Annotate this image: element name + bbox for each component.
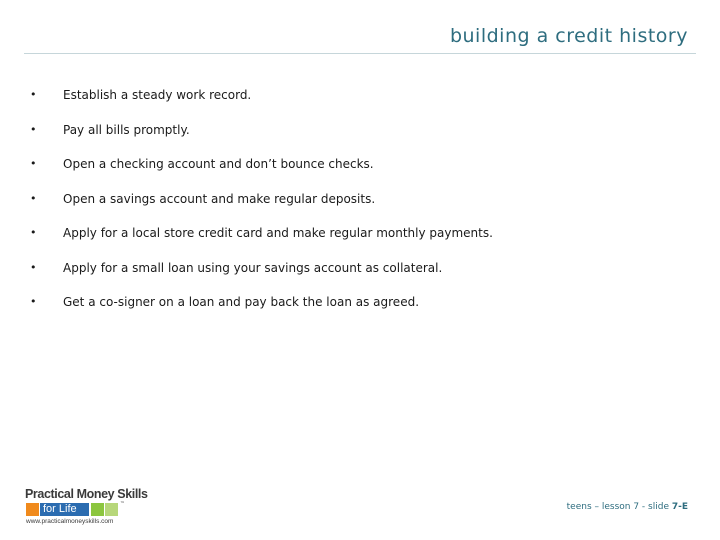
logo-url: www.practicalmoneyskills.com: [26, 518, 114, 525]
logo-for-life-label: for Life: [40, 503, 89, 516]
list-item: [30, 121, 493, 156]
bullet-icon: •: [30, 122, 37, 136]
footer-label: teens – lesson 7 - slide: [566, 502, 672, 512]
bullet-text: Apply for a small loan using your savings account as collateral.: [63, 260, 443, 275]
bullet-text: Apply for a local store credit card and make regular monthly payments.: [63, 226, 493, 240]
list-item: [30, 259, 493, 294]
bullet-text: Open a checking account and don’t bounce checks.: [63, 157, 374, 171]
footer-slide-number: 7-E: [671, 502, 688, 512]
bullet-text: Open a savings account and make regular deposits.: [63, 191, 376, 206]
bullet-icon: •: [30, 88, 37, 101]
bullet-text: Establish a steady work record.: [63, 88, 252, 102]
title-divider: [24, 53, 696, 54]
logo-lime-square-icon: [105, 503, 118, 516]
list-item: [30, 86, 493, 121]
list-item: [30, 293, 493, 328]
bullet-icon: •: [30, 157, 37, 170]
footer-slide-info: [567, 502, 688, 512]
practical-money-skills-logo: [24, 486, 164, 528]
list-item: [30, 224, 493, 259]
bullet-icon: •: [30, 191, 37, 205]
bullet-list: [30, 86, 493, 328]
slide-title: building a credit history: [449, 25, 688, 47]
list-item: [30, 190, 493, 225]
bullet-text: Pay all bills promptly.: [63, 122, 190, 137]
bullet-icon: •: [30, 226, 37, 239]
logo-green-square-icon: [91, 503, 104, 516]
logo-title: Practical Money Skills: [25, 487, 148, 501]
bullet-icon: •: [30, 260, 37, 274]
list-item: [30, 155, 493, 190]
logo-trademark: ™: [120, 501, 125, 507]
bullet-icon: •: [30, 295, 37, 308]
logo-orange-square-icon: [26, 503, 39, 516]
bullet-text: Get a co-signer on a loan and pay back the loan as agreed.: [63, 295, 420, 309]
